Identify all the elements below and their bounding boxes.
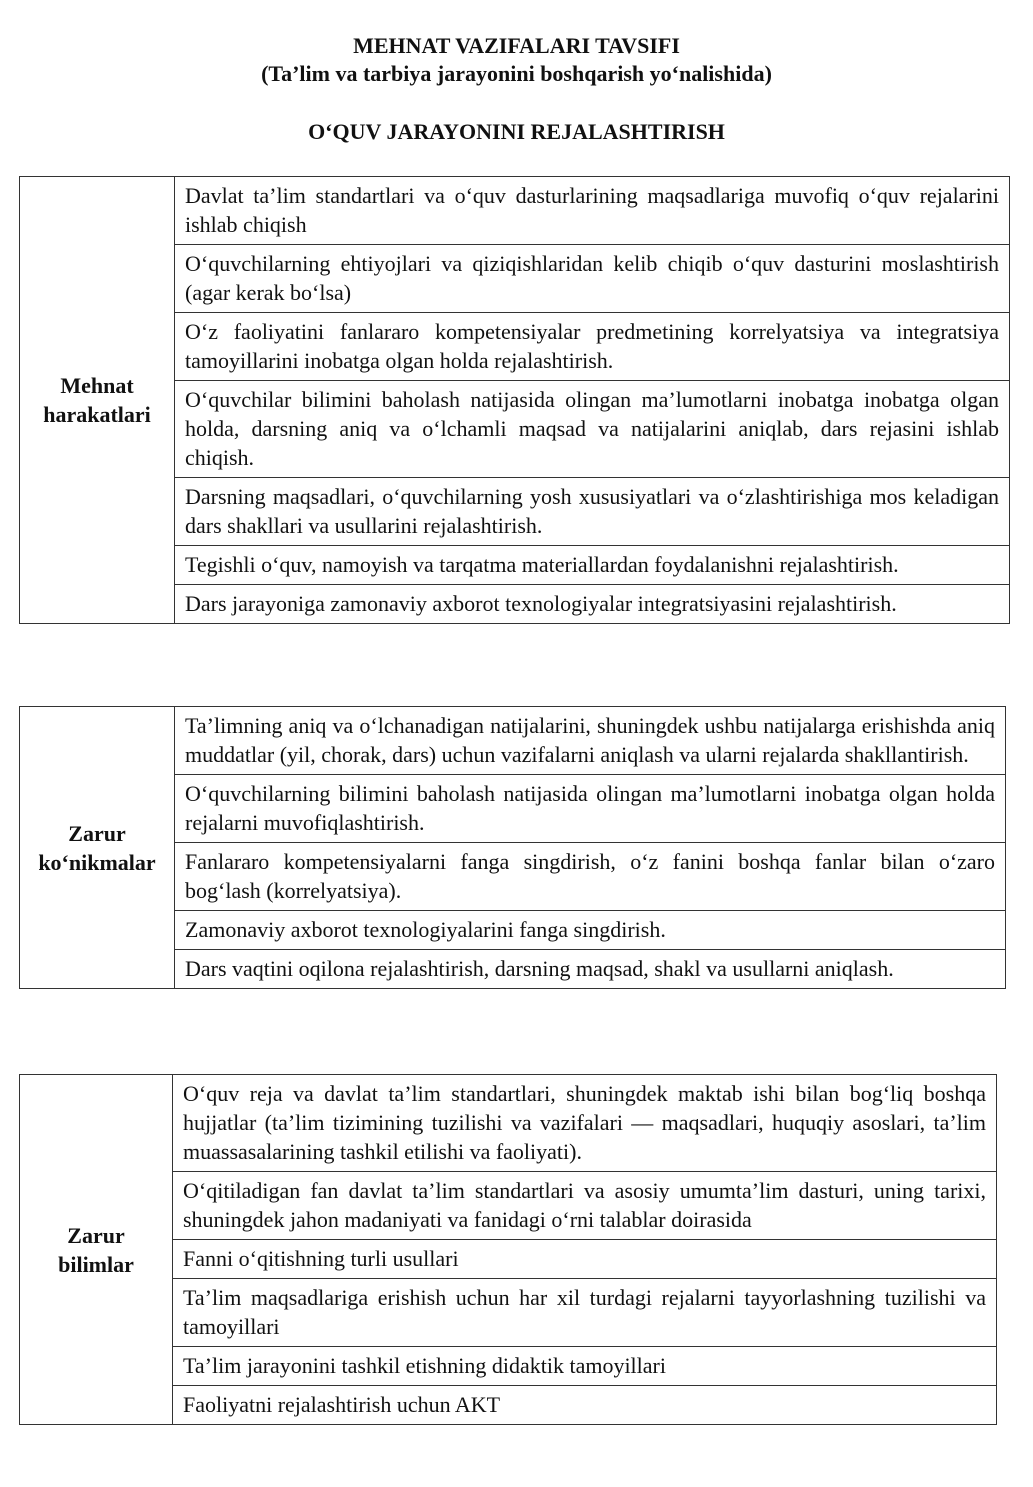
labor-actions-table xyxy=(19,176,1010,624)
list-item: Dars vaqtini oqilona rejalashtirish, darsning maqsad, shakl va usullarni aniqlash. xyxy=(175,950,1006,989)
list-item: Davlat ta’lim standartlari va o‘quv dasturlarining maqsadlariga muvofiq o‘quv rejalarini ishlab chiqish xyxy=(175,177,1010,245)
document-subtitle: (Ta’lim va tarbiya jarayonini boshqarish yo‘nalishida) xyxy=(261,61,772,86)
required-skills-table xyxy=(19,706,1006,989)
list-item: Dars jarayoniga zamonaviy axborot texnologiyalar integratsiyasini rejalashtirish. xyxy=(175,585,1010,624)
section-label-line: bilimlar xyxy=(58,1251,134,1277)
list-item: Zamonaviy axborot texnologiyalarini fanga singdirish. xyxy=(175,911,1006,950)
table-row xyxy=(20,1075,997,1172)
section-label xyxy=(20,177,175,624)
section-label xyxy=(20,707,175,989)
document-title: MEHNAT VAZIFALARI TAVSIFI xyxy=(353,33,680,58)
list-item: Tegishli o‘quv, namoyish va tarqatma materiallardan foydalanishni rejalashtirish. xyxy=(175,546,1010,585)
list-item: O‘quv reja va davlat ta’lim standartlari, shuningdek maktab ishi bilan bog‘liq boshqa hujjatlar (ta’lim tizimining tuzilishi va vazifalari — maqsadlari, huquqiy asoslari, ta’lim muassasalarining tashkil etilishi va faoliyati). xyxy=(173,1075,997,1172)
list-item: O‘quvchilarning ehtiyojlari va qiziqishlaridan kelib chiqib o‘quv dasturini moslashtirish (agar kerak bo‘lsa) xyxy=(175,245,1010,313)
list-item: Fanlararo kompetensiyalarni fanga singdirish, o‘z fanini boshqa fanlar bilan o‘zaro bog‘lash (korrelyatsiya). xyxy=(175,843,1006,911)
required-knowledge-table xyxy=(19,1074,997,1425)
list-item: O‘z faoliyatini fanlararo kompetensiyalar predmetining korrelyatsiya va integratsiya tamoyillarini inobatga olgan holda rejalashtirish. xyxy=(175,313,1010,381)
list-item: O‘qitiladigan fan davlat ta’lim standartlari va asosiy umumta’lim dasturi, uning tarixi, shuningdek jahon madaniyati va fanidagi o‘rni talablar doirasida xyxy=(173,1172,997,1240)
section-label-line: Zarur xyxy=(68,820,126,846)
list-item: Ta’lim jarayonini tashkil etishning didaktik tamoyillari xyxy=(173,1347,997,1386)
section-label-line: harakatlari xyxy=(43,402,151,427)
list-item: Darsning maqsadlari, o‘quvchilarning yosh xususiyatlari va o‘zlashtirishiga mos keladigan dars shakllari va usullarini rejalashtirish. xyxy=(175,478,1010,546)
list-item: O‘quvchilar bilimini baholash natijasida olingan ma’lumotlarni inobatga inobatga olgan holda, darsning aniq va o‘lchamli maqsad va natijalarini aniqlab, dars rejasini ishlab chiqish. xyxy=(175,381,1010,478)
section-label xyxy=(20,1075,173,1425)
section-title: O‘QUV JARAYONINI REJALASHTIRISH xyxy=(308,119,725,144)
list-item: O‘quvchilarning bilimini baholash natijasida olingan ma’lumotlarni inobatga olgan holda rejalarni muvofiqlashtirish. xyxy=(175,775,1006,843)
list-item: Fanni o‘qitishning turli usullari xyxy=(173,1240,997,1279)
list-item: Ta’lim maqsadlariga erishish uchun har xil turdagi rejalarni tayyorlashning tuzilishi va tamoyillari xyxy=(173,1279,997,1347)
section-label-line: ko‘nikmalar xyxy=(38,849,156,875)
table-row xyxy=(20,177,1010,245)
section-label-line: Mehnat xyxy=(60,373,134,398)
table-row xyxy=(20,707,1006,775)
list-item: Faoliyatni rejalashtirish uchun AKT xyxy=(173,1386,997,1425)
section-label-line: Zarur xyxy=(67,1222,125,1248)
list-item: Ta’limning aniq va o‘lchanadigan natijalarini, shuningdek ushbu natijalarga erishishda aniq muddatlar (yil, chorak, dars) uchun vazifalarni aniqlash va ularni rejalarda shakllantirish. xyxy=(175,707,1006,775)
